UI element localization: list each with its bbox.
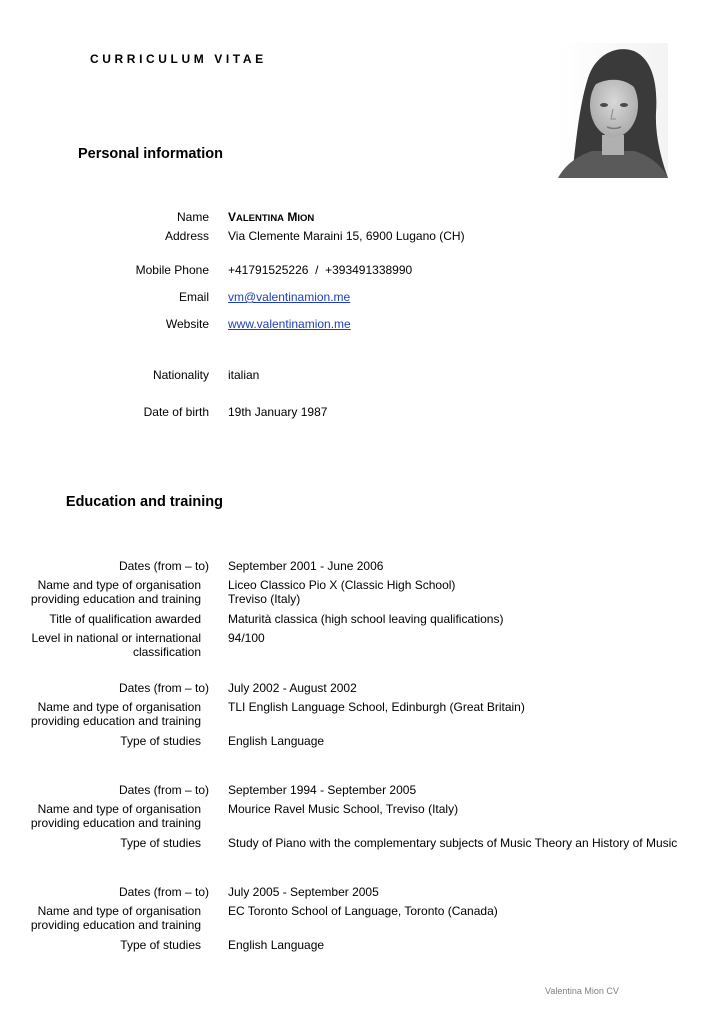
dob-value: 19th January 1987 [228, 405, 328, 419]
dates-label: Dates (from – to) [118, 783, 209, 797]
study-type-value: English Language [228, 734, 325, 748]
dates-label: Dates (from – to) [118, 681, 209, 695]
address-value: Via Clemente Maraini 15, 6900 Lugano (CH) [228, 229, 465, 243]
address-label: Address [164, 229, 209, 243]
document-header: CURRICULUM VITAE [90, 52, 267, 66]
study-type-value: English Language [228, 938, 325, 952]
organisation-value: EC Toronto School of Language, Toronto (Canada) [228, 904, 498, 918]
dates-value: July 2002 - August 2002 [228, 681, 357, 695]
website-link[interactable]: www.valentinamion.me [228, 317, 351, 331]
name-value [228, 210, 314, 226]
level-value: 94/100 [228, 631, 265, 645]
name-label: Name [176, 210, 209, 224]
dob-label: Date of birth [143, 405, 209, 419]
nationality-value: italian [228, 368, 260, 382]
name-last-rest: ION [297, 213, 315, 224]
website-label: Website [165, 317, 209, 331]
profile-photo [558, 43, 668, 178]
study-type-label: Type of studies [120, 938, 201, 952]
email-link[interactable]: vm@valentinamion.me [228, 290, 351, 304]
organisation-value: Mourice Ravel Music School, Treviso (Italy) [228, 802, 459, 816]
email-label: Email [178, 290, 209, 304]
organisation-label: Name and type of organisation providing education and training [30, 700, 201, 728]
study-type-label: Type of studies [120, 836, 201, 850]
education-training-title: Education and training [65, 494, 223, 510]
study-type-value: Study of Piano with the complementary subjects of Music Theory an History of Music [228, 836, 678, 850]
organisation-label: Name and type of organisation providing education and training [30, 578, 201, 606]
name-first-initial: V [228, 210, 237, 224]
phone-label: Mobile Phone [135, 263, 209, 277]
name-last-initial: M [287, 210, 298, 224]
dates-label: Dates (from – to) [118, 885, 209, 899]
organisation-label: Name and type of organisation providing education and training [30, 802, 201, 830]
level-label: Level in national or international classification [31, 631, 201, 659]
portrait-image [558, 43, 668, 178]
personal-information-title: Personal information [77, 146, 223, 162]
organisation-value: Liceo Classico Pio X (Classic High School) Treviso (Italy) [228, 578, 456, 606]
organisation-label: Name and type of organisation providing education and training [30, 904, 201, 932]
dates-value: September 1994 - September 2005 [228, 783, 417, 797]
name-first-rest: ALENTINA [236, 213, 285, 224]
dates-label: Dates (from – to) [118, 559, 209, 573]
qualification-label: Title of qualification awarded [49, 612, 201, 626]
qualification-value: Maturità classica (high school leaving qualifications) [228, 612, 504, 626]
study-type-label: Type of studies [120, 734, 201, 748]
dates-value: September 2001 - June 2006 [228, 559, 384, 573]
page-footer: Valentina Mion CV [545, 986, 619, 996]
nationality-label: Nationality [152, 368, 209, 382]
dates-value: July 2005 - September 2005 [228, 885, 379, 899]
organisation-value: TLI English Language School, Edinburgh (Great Britain) [228, 700, 525, 714]
phone-value: +41791525226 / +393491338990 [228, 263, 413, 277]
